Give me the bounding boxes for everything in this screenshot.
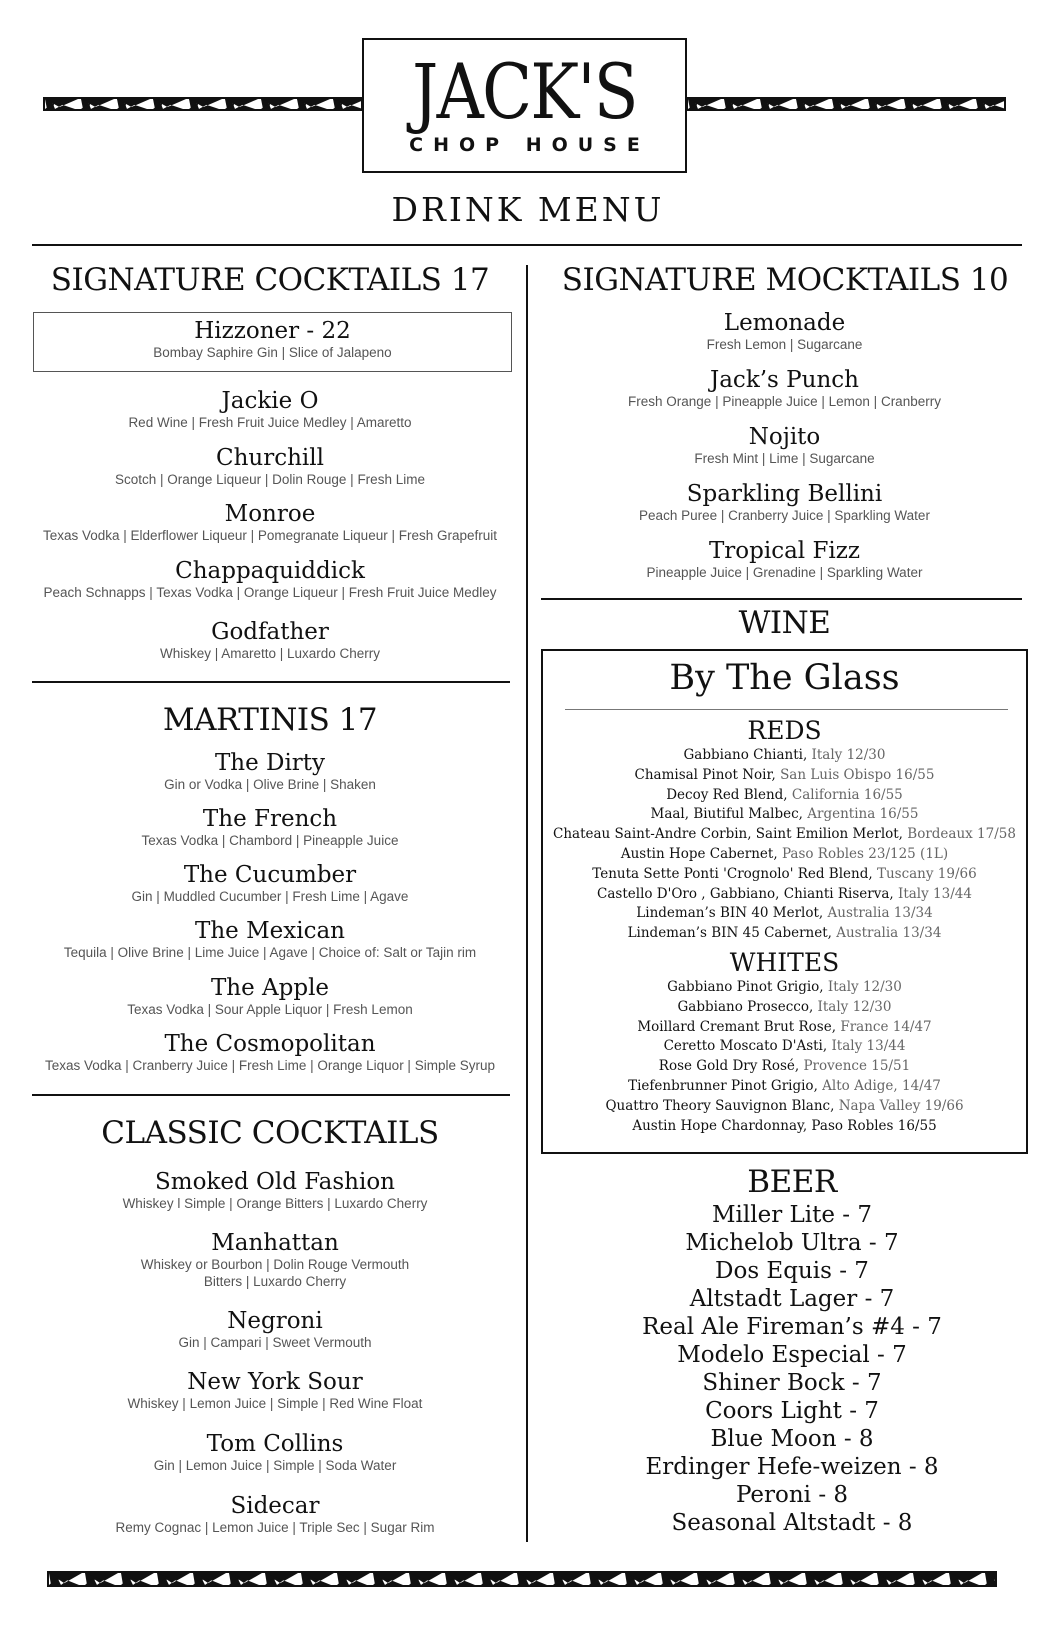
deco-motif	[337, 1573, 370, 1585]
item-name: Sparkling Bellini	[686, 481, 883, 507]
wine-region-price: Italy 12/30	[817, 998, 892, 1015]
wine-name: Tenuta Sette Ponti 'Crognolo' Red Blend,	[592, 865, 873, 882]
item-name: The Dirty	[214, 750, 326, 776]
wine-name: Gabbiano Chianti,	[683, 747, 808, 763]
deco-motif	[661, 1573, 694, 1585]
deco-motif	[724, 99, 757, 109]
item-name: The Apple	[210, 975, 330, 1001]
deco-motif	[261, 99, 294, 109]
beer-item: Seasonal Altstadt - 8	[671, 1510, 913, 1536]
wine-region-price: Provence 15/51	[803, 1058, 911, 1075]
item-name: Hizzoner - 22	[194, 318, 351, 344]
beer-item: Real Ale Fireman’s #4 - 7	[642, 1314, 942, 1340]
deco-band-bottom	[47, 1571, 997, 1587]
menu-item	[25, 1169, 525, 1212]
wine-title: WINE	[738, 605, 831, 641]
classic-cocktails-title: CLASSIC COCKTAILS	[101, 1115, 439, 1151]
deco-motif	[589, 1573, 622, 1585]
wine-name: Chamisal Pinot Noir,	[634, 766, 776, 783]
menu-item	[20, 862, 520, 905]
beer-item: Coors Light - 7	[705, 1398, 879, 1424]
wine-region-price: Australia 13/34	[836, 925, 942, 942]
wine-item	[543, 904, 1026, 924]
item-name: The French	[202, 806, 338, 832]
item-desc: Texas Vodka | Elderflower Liqueur | Pomegranate Liqueur | Fresh Grapefruit	[42, 528, 497, 543]
logo	[362, 38, 687, 173]
whites-list	[543, 978, 1026, 1136]
beer-item: Modelo Especial - 7	[677, 1342, 907, 1368]
item-desc: Peach Puree | Cranberry Juice | Sparkling Water	[639, 508, 930, 523]
wine-name: Gabbiano Pinot Grigio,	[667, 978, 824, 995]
deco-motif	[517, 1573, 550, 1585]
deco-motif	[333, 99, 363, 109]
wine-item	[543, 746, 1026, 766]
column-divider	[526, 265, 528, 1542]
item-name: Jackie O	[221, 388, 319, 414]
menu-item	[20, 750, 520, 793]
menu-item	[541, 481, 1028, 524]
item-desc: Whiskey | Lemon Juice | Simple | Red Wine Float	[127, 1396, 423, 1411]
menu-item	[20, 1031, 520, 1074]
menu-item	[25, 1493, 525, 1536]
deco-motif	[49, 1573, 82, 1585]
deco-motif	[117, 99, 150, 109]
item-desc: Whiskey l Simple | Orange Bitters | Luxardo Cherry	[122, 1196, 428, 1211]
wine-item	[543, 766, 1026, 786]
deco-motif	[913, 1573, 946, 1585]
wine-name: Maal, Biutiful Malbec,	[650, 806, 803, 823]
item-name: The Cosmopolitan	[164, 1031, 376, 1057]
wine-region-price: Italy 12/30	[811, 747, 886, 763]
item-desc: Texas Vodka | Cranberry Juice | Fresh Lime | Orange Liquor | Simple Syrup	[45, 1058, 495, 1073]
deco-motif	[189, 99, 222, 109]
wine-item	[543, 1057, 1026, 1077]
beer-item: Erdinger Hefe-weizen - 8	[645, 1454, 939, 1480]
item-desc: Red Wine | Fresh Fruit Juice Medley | Amaretto	[128, 415, 412, 430]
deco-motif	[481, 1573, 514, 1585]
martinis-title: MARTINIS 17	[162, 702, 378, 738]
menu-item	[541, 538, 1028, 581]
wine-item	[543, 998, 1026, 1018]
wine-name: Decoy Red Blend,	[666, 786, 788, 803]
wine-region-price: Bordeaux 17/58	[907, 826, 1016, 843]
deco-motif	[625, 1573, 658, 1585]
item-desc: Peach Schnapps | Texas Vodka | Orange Liqueur | Fresh Fruit Juice Medley	[43, 585, 497, 600]
deco-motif	[297, 99, 330, 109]
item-desc: Bombay Saphire Gin | Slice of Jalapeno	[153, 345, 392, 360]
item-name: The Mexican	[195, 918, 345, 944]
item-desc: Pineapple Juice | Grenadine | Sparkling Water	[646, 565, 923, 580]
wine-item	[543, 1117, 1026, 1137]
deco-motif	[877, 1573, 910, 1585]
section-divider	[32, 681, 510, 683]
wine-name: Moillard Cremant Brut Rose,	[637, 1018, 837, 1035]
deco-pattern	[688, 99, 1006, 109]
deco-motif	[445, 1573, 478, 1585]
deco-motif	[553, 1573, 586, 1585]
item-name: Tropical Fizz	[708, 538, 861, 564]
item-desc: Whiskey or Bourbon | Dolin Rouge Vermouth	[140, 1257, 410, 1272]
logo-sub-text: CHOP HOUSE	[409, 134, 650, 156]
wine-region-price: Paso Robles 23/125 (1L)	[781, 845, 949, 862]
item-desc: Gin | Muddled Cucumber | Fresh Lime | Agave	[131, 889, 409, 904]
menu-item	[20, 975, 520, 1018]
item-desc: Tequila | Olive Brine | Lime Juice | Agave | Choice of: Salt or Tajin rim	[63, 945, 477, 960]
item-name: Tom Collins	[206, 1431, 344, 1457]
wine-name: Austin Hope Cabernet,	[620, 845, 778, 862]
item-desc: Gin | Lemon Juice | Simple | Soda Water	[153, 1458, 397, 1473]
beer-item: Peroni - 8	[735, 1482, 849, 1508]
item-desc: Bitters | Luxardo Cherry	[203, 1274, 347, 1289]
item-desc: Fresh Orange | Pineapple Juice | Lemon | Cranberry	[628, 394, 941, 409]
wine-name: Lindeman’s BIN 45 Cabernet,	[627, 925, 832, 942]
menu-item	[25, 1308, 525, 1351]
deco-motif	[85, 1573, 118, 1585]
reds-list	[543, 746, 1026, 944]
wine-region-price: Australia 13/34	[827, 905, 933, 922]
wine-region-price: Napa Valley 19/66	[838, 1097, 964, 1114]
deco-motif	[301, 1573, 334, 1585]
deco-motif	[949, 1573, 982, 1585]
deco-motif	[373, 1573, 406, 1585]
wine-name: Castello D'Oro , Gabbiano, Chianti Riserva,	[597, 885, 894, 902]
item-desc: Scotch | Orange Liqueur | Dolin Rouge | Fresh Lime	[115, 472, 425, 487]
item-desc: Gin | Campari | Sweet Vermouth	[178, 1335, 372, 1350]
section-divider	[541, 598, 1022, 600]
wine-region-price: Italy 13/44	[831, 1038, 906, 1055]
item-desc: Whiskey | Amaretto | Luxardo Cherry	[159, 646, 381, 661]
wine-region-price: Italy 13/44	[898, 885, 972, 902]
wine-region-price: Argentina 16/55	[807, 806, 919, 823]
deco-motif	[796, 99, 829, 109]
wine-region-price: France 14/47	[840, 1018, 932, 1035]
item-name: Chappaquiddick	[175, 558, 365, 584]
menu-item	[20, 619, 520, 662]
deco-pattern	[49, 1573, 997, 1585]
deco-motif	[688, 99, 721, 109]
beer-item: Dos Equis - 7	[715, 1258, 869, 1284]
wine-region-price: Alto Adige, 14/47	[822, 1077, 941, 1094]
menu-item	[20, 388, 520, 431]
deco-motif	[760, 99, 793, 109]
wine-name: Austin Hope Chardonnay, Paso Robles 16/55	[632, 1117, 937, 1134]
deco-motif	[868, 99, 901, 109]
wine-name: Lindeman’s BIN 40 Merlot,	[636, 905, 824, 922]
deco-band-top-left	[43, 97, 363, 111]
deco-motif	[697, 1573, 730, 1585]
section-divider	[32, 1094, 510, 1096]
deco-motif	[225, 99, 258, 109]
wine-by-glass-box	[541, 649, 1028, 1154]
deco-motif	[229, 1573, 262, 1585]
menu-item	[25, 1369, 525, 1412]
signature-cocktails-title: SIGNATURE COCKTAILS 17	[50, 262, 490, 298]
deco-motif	[265, 1573, 298, 1585]
wine-item	[543, 805, 1026, 825]
deco-motif	[805, 1573, 838, 1585]
item-name: Manhattan	[211, 1230, 339, 1256]
wine-item	[543, 845, 1026, 865]
wine-item	[543, 1097, 1026, 1117]
wine-region-price: Italy 12/30	[827, 978, 902, 995]
menu-item	[25, 1230, 525, 1290]
beer-item: Michelob Ultra - 7	[685, 1230, 899, 1256]
whites-title: WHITES	[729, 947, 840, 977]
wine-region-price: San Luis Obispo 16/55	[780, 766, 935, 783]
wine-name: Gabbiano Prosecco,	[677, 998, 814, 1015]
deco-motif	[769, 1573, 802, 1585]
item-name: New York Sour	[187, 1369, 363, 1395]
deco-motif	[733, 1573, 766, 1585]
deco-motif	[940, 99, 973, 109]
by-the-glass-title: By The Glass	[669, 658, 900, 698]
item-desc: Texas Vodka | Sour Apple Liquor | Fresh Lemon	[127, 1002, 413, 1017]
item-desc: Fresh Mint | Lime | Sugarcane	[694, 451, 875, 466]
menu-item	[541, 310, 1028, 353]
deco-motif	[841, 1573, 874, 1585]
wine-region-price: California 16/55	[791, 786, 903, 803]
header-divider	[32, 244, 1022, 246]
deco-motif	[153, 99, 186, 109]
item-name: Lemonade	[723, 310, 846, 336]
deco-band-top-right	[686, 97, 1006, 111]
item-name: Smoked Old Fashion	[155, 1169, 395, 1195]
beer-item: Blue Moon - 8	[710, 1426, 874, 1452]
beer-item: Altstadt Lager - 7	[689, 1286, 895, 1312]
wine-item	[543, 885, 1026, 905]
menu-item	[20, 806, 520, 849]
wine-item	[543, 786, 1026, 806]
deco-motif	[832, 99, 865, 109]
item-name: Nojito	[748, 424, 821, 450]
item-name: The Cucumber	[183, 862, 357, 888]
item-name: Sidecar	[230, 1493, 320, 1519]
wine-item	[543, 1018, 1026, 1038]
deco-motif	[81, 99, 114, 109]
mocktails-title: SIGNATURE MOCKTAILS 10	[561, 262, 1009, 298]
menu-item	[20, 558, 520, 601]
beer-title: BEER	[747, 1164, 837, 1200]
beer-list	[541, 1201, 1043, 1537]
menu-item	[541, 367, 1028, 410]
wine-item	[543, 865, 1026, 885]
deco-motif	[157, 1573, 190, 1585]
menu-item	[20, 918, 520, 961]
item-name: Godfather	[211, 619, 329, 645]
item-desc: Gin or Vodka | Olive Brine | Shaken	[164, 777, 376, 792]
item-name: Monroe	[224, 501, 316, 527]
by-the-glass-rule	[565, 709, 1008, 710]
page-title: DRINK MENU	[391, 190, 665, 229]
item-desc: Fresh Lemon | Sugarcane	[706, 337, 863, 352]
beer-item: Shiner Bock - 7	[702, 1370, 882, 1396]
item-name: Churchill	[216, 445, 324, 471]
deco-motif	[193, 1573, 226, 1585]
deco-motif	[45, 99, 78, 109]
item-desc: Texas Vodka | Chambord | Pineapple Juice	[141, 833, 399, 848]
wine-item	[543, 1037, 1026, 1057]
wine-item	[543, 978, 1026, 998]
featured-cocktail	[33, 318, 512, 361]
deco-pattern	[45, 99, 363, 109]
wine-item	[543, 1077, 1026, 1097]
wine-name: Chateau Saint-Andre Corbin, Saint Emilion Merlot,	[553, 826, 903, 843]
deco-motif	[904, 99, 937, 109]
reds-title: REDS	[747, 716, 822, 745]
deco-motif	[121, 1573, 154, 1585]
deco-motif	[976, 99, 1006, 109]
menu-item	[20, 501, 520, 544]
wine-item	[543, 825, 1026, 845]
deco-motif	[409, 1573, 442, 1585]
logo-main-text: JACK'S	[412, 47, 637, 136]
beer-item: Miller Lite - 7	[711, 1202, 873, 1228]
deco-motif	[985, 1573, 997, 1585]
menu-item	[20, 445, 520, 488]
wine-name: Rose Gold Dry Rosé,	[658, 1058, 800, 1075]
item-desc: Remy Cognac | Lemon Juice | Triple Sec | Sugar Rim	[115, 1520, 435, 1535]
item-name: Negroni	[227, 1308, 323, 1334]
wine-region-price: Tuscany 19/66	[876, 865, 977, 882]
wine-name: Quattro Theory Sauvignon Blanc,	[605, 1097, 835, 1114]
item-name: Jack’s Punch	[710, 367, 859, 393]
wine-item	[543, 924, 1026, 944]
menu-item	[541, 424, 1028, 467]
wine-name: Tiefenbrunner Pinot Grigio,	[628, 1077, 818, 1094]
wine-name: Ceretto Moscato D'Asti,	[663, 1038, 828, 1055]
menu-item	[25, 1431, 525, 1474]
